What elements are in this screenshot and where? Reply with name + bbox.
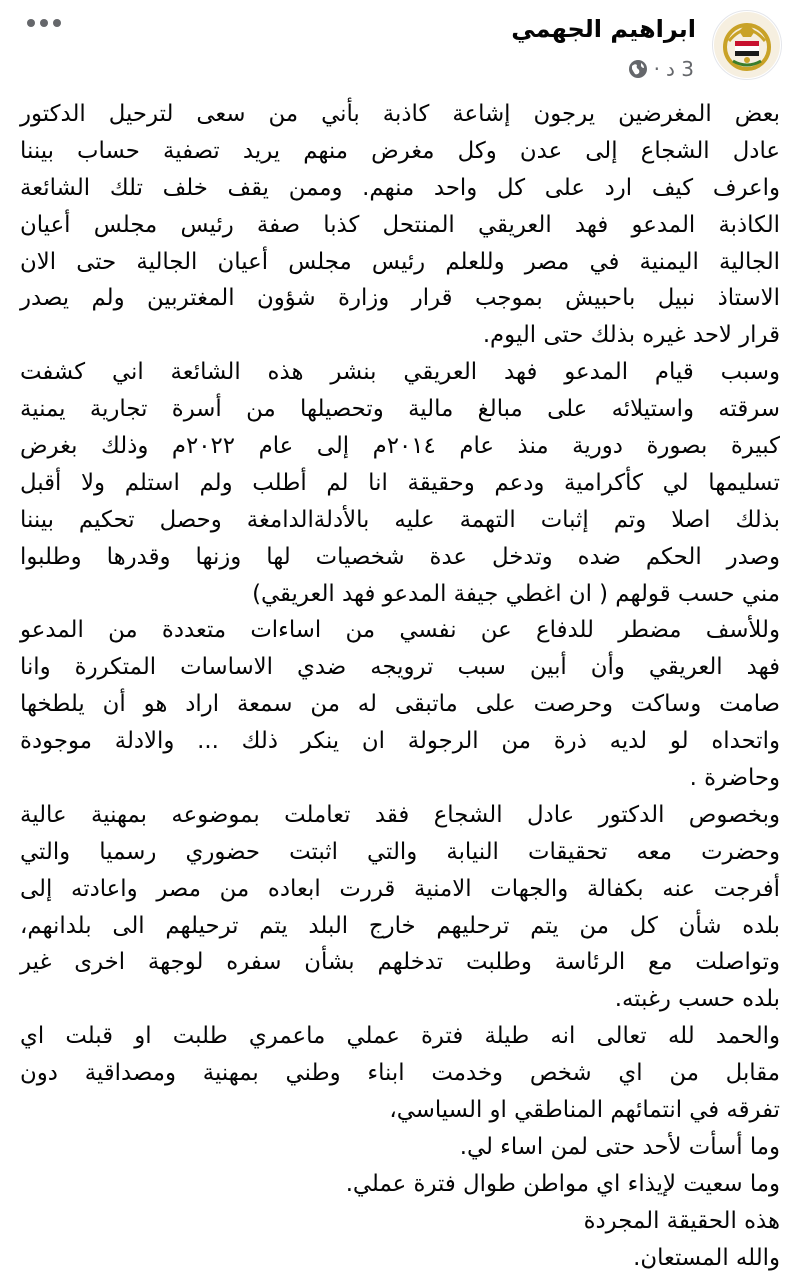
post-text-line: وصدر الحكم ضده وتدخل عدة شخصيات لها وزنها وقدرها وطلبوا xyxy=(20,543,780,570)
post-timestamp[interactable]: 3 د xyxy=(666,57,694,81)
post-text-line: واتحداه لو لديه ذرة من الرجولة ان ينكر ذلك ... والادلة موجودة xyxy=(20,728,780,755)
post-text-line: قرار لاحد غيره بذلك حتى اليوم. xyxy=(482,322,780,349)
post-text-line: بعض المغرضين يرجون إشاعة كاذبة بأني من سعى لترحيل الدكتور xyxy=(20,101,780,127)
post-text-line: فهد العريقي وأن أبين سبب ترويجه ضدي الاساسات المتكررة وانا xyxy=(20,654,780,681)
post-text-line: الكاذبة المدعو فهد العريقي المنتحل كذبا صفة رئيس مجلس أعيان xyxy=(20,211,780,238)
avatar[interactable] xyxy=(712,10,782,80)
post-text-line: وبخصوص الدكتور عادل الشجاع فقد تعاملت بموضوعه بمهنية عالية xyxy=(20,801,780,828)
post-text-line: وللأسف مضطر للدفاع عن نفسي من اساءات متعددة من المدعو xyxy=(20,617,780,644)
post-text-line: بلده شأن كل من يتم ترحليهم خارج البلد يتم ترحيلهم الى بلدانهم، xyxy=(20,912,780,939)
author-name[interactable]: ابراهيم الجهمي xyxy=(511,15,696,43)
post-text-line: سرقته واستيلائه على مبالغ مالية وتحصيلها من أسرة تجارية يمنية xyxy=(20,396,780,423)
post-text-line: وحضرت معه تحقيقات النيابة والتي اثبتت حضوري رسميا والتي xyxy=(20,838,780,865)
post-text-line: الاستاذ نبيل باحبيش بموجب قرار وزارة شؤون المغتربين ولم يصدر xyxy=(20,285,780,312)
post-text-line: واعرف كيف ارد على كل واحد منهم. وممن يقف خلف تلك الشائعة xyxy=(20,174,780,201)
meta-separator: · xyxy=(653,57,660,81)
post-text-line: صامت وساكت وحرصت على ماتبقى له من سمعة اراد هو أن يلطخها xyxy=(20,691,780,718)
globe-icon[interactable] xyxy=(628,59,648,79)
post-text-line: والحمد لله تعالى انه طيلة فترة عملي ماعمري طلبت او قبلت اي xyxy=(20,1023,780,1050)
more-options-button[interactable] xyxy=(22,8,66,38)
post-text-line: وسبب قيام المدعو فهد العريقي بنشر هذه الشائعة اني كشفت xyxy=(20,359,780,386)
post-text-line: بلده حسب رغبته. xyxy=(614,986,780,1013)
post-text-line: هذه الحقيقة المجردة xyxy=(583,1207,780,1234)
post-text-line: والله المستعان. xyxy=(633,1244,780,1271)
post-text-line: وما سعيت لإيذاء اي مواطن طوال فترة عملي. xyxy=(345,1170,780,1197)
post-text xyxy=(0,96,798,1277)
post-text-line: وحاضرة . xyxy=(689,765,780,792)
post-text-line: أفرجت عنه بكفالة والجهات الامنية قررت ابعاده من مصر واعادته إلى xyxy=(20,875,780,902)
post-header xyxy=(0,0,798,96)
post-text-line: عادل الشجاع إلى عدن وكل مغرض منهم يريد تصفية حساب بيننا xyxy=(20,137,780,164)
post-text-line: وتواصلت مع الرئاسة وطلبت تدخلهم بشأن سفره لوجهة اخرى غير xyxy=(20,949,780,976)
post-text-line: الجالية اليمنية في مصر وللعلم رئيس مجلس أعيان الجالية حتى الان xyxy=(20,248,780,275)
post-text-line: وما أسأت لأحد حتى لمن اساء لي. xyxy=(459,1133,780,1160)
post-text-line: بذلك اصلا وتم إثبات التهمة عليه بالأدلةالدامغة وحصل تحكيم بيننا xyxy=(20,506,780,533)
more-options-icon xyxy=(26,18,62,28)
post-meta xyxy=(628,56,694,82)
post-text-line: مقابل من اي شخص وخدمت ابناء وطني بمهنية ومصداقية دون xyxy=(20,1060,780,1087)
post-text-line: كبيرة بصورة دورية منذ عام ٢٠١٤م إلى عام ٢٠٢٢م وذلك بغرض xyxy=(20,433,780,460)
post-text-line: تفرقه في انتمائهم المناطقي او السياسي، xyxy=(389,1097,780,1124)
post-text-line: مني حسب قولهم ( ان اغطي جيفة المدعو فهد العريقي) xyxy=(252,580,780,607)
emblem-logo xyxy=(713,11,781,79)
post-text-line: تسليمها لي كأكرامية ودعم وحقيقة انا لم أطلب ولم استلم ولا أقبل xyxy=(20,469,780,496)
